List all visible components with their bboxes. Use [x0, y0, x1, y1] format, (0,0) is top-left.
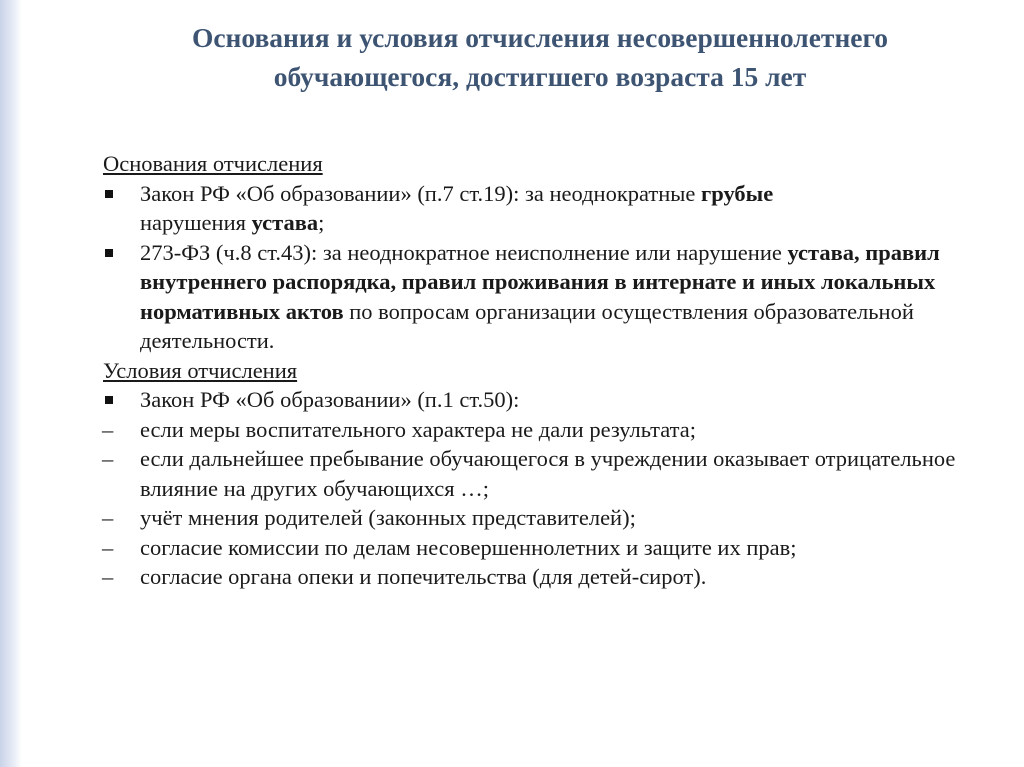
grounds-item1-bold1: грубые — [701, 180, 774, 206]
dash-marker: – — [102, 416, 114, 442]
slide-body — [103, 149, 993, 592]
condition-item — [103, 415, 993, 445]
dash-marker: – — [102, 534, 114, 560]
grounds-item1-text1: Закон РФ «Об образовании» (п.7 ст.19): за неоднократные — [140, 180, 702, 206]
grounds-item2-text2: по вопросам организации осуществления образовательной деятельности. — [140, 298, 914, 353]
condition-text: если дальнейшее пребывание обучающегося в учреждении оказывает отрицательное влияние на других обучающихся …; — [140, 446, 956, 501]
dash-marker: – — [102, 446, 114, 471]
condition-item — [103, 503, 993, 533]
title-line-2: обучающегося, достигшего возраста 15 лет — [273, 61, 807, 92]
grounds-item2-bold: устава, правил внутреннего распорядка, правил проживания в интернате и иных локальных нормативных актов — [140, 239, 940, 324]
dash-marker: – — [102, 564, 114, 589]
grounds-item1-bold2: устава — [251, 210, 319, 235]
conditions-item-law — [103, 385, 993, 415]
left-decorative-stripe — [0, 0, 22, 767]
grounds-item1-text2: нарушения — [140, 210, 252, 235]
condition-text: учёт мнения родителей (законных представителей); — [140, 505, 636, 530]
condition-item — [103, 533, 993, 563]
square-bullet-icon — [105, 190, 113, 198]
square-bullet-icon — [105, 249, 113, 257]
conditions-law-text: Закон РФ «Об образовании» (п.1 ст.50): — [140, 387, 520, 412]
title-line-1: Основания и условия отчисления несовершеннолетнего — [191, 22, 889, 53]
grounds-item-law — [103, 179, 993, 238]
grounds-item-fz — [103, 238, 993, 356]
grounds-item1-text3: ; — [318, 210, 325, 235]
condition-text: согласие комиссии по делам несовершеннолетних и защите их прав; — [140, 534, 797, 560]
slide-title — [60, 18, 1020, 96]
square-bullet-icon — [105, 396, 113, 404]
grounds-heading: Основания отчисления — [103, 151, 323, 176]
condition-text: если меры воспитательного характера не дали результата; — [140, 416, 696, 442]
conditions-heading: Условия отчисления — [103, 357, 298, 383]
condition-text: согласие органа опеки и попечительства (для детей-сирот). — [140, 564, 707, 589]
grounds-item2-text1: 273-ФЗ (ч.8 ст.43): за неоднократное неисполнение или нарушение — [140, 239, 788, 265]
condition-item — [103, 562, 993, 592]
condition-item — [103, 444, 993, 503]
dash-marker: – — [102, 505, 114, 530]
